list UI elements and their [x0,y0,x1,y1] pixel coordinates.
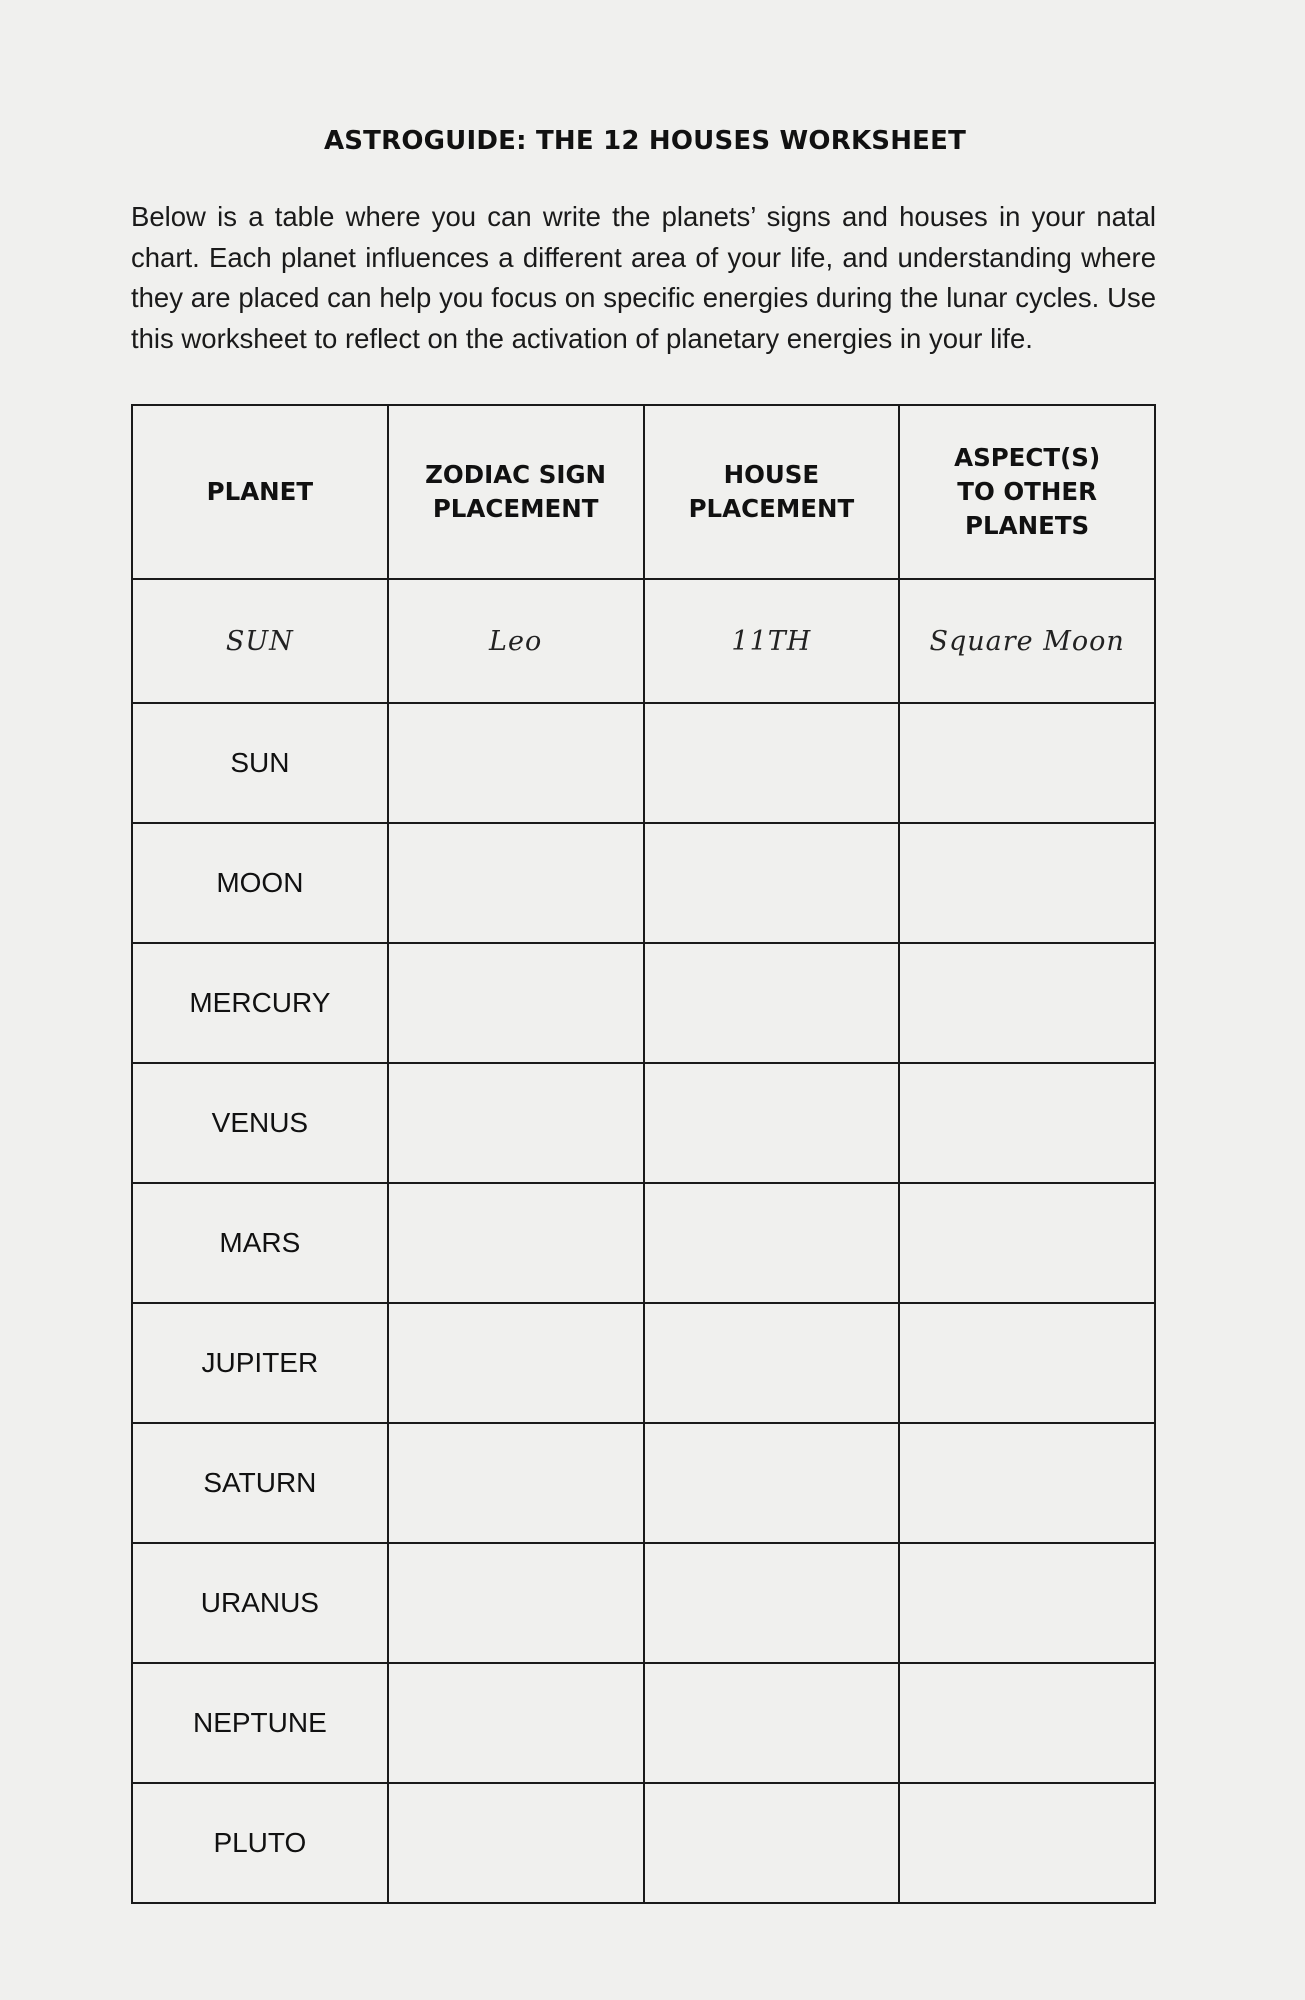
planet-name-cell: PLUTO [132,1783,388,1903]
header-planet: PLANET [132,405,388,579]
aspect-cell[interactable] [899,1063,1155,1183]
aspect-cell[interactable] [899,1663,1155,1783]
example-house-cell [644,579,900,703]
page-title: ASTROGUIDE: THE 12 HOUSES WORKSHEET [323,126,967,156]
table-row [132,1183,1155,1303]
sign-cell[interactable] [388,703,644,823]
example-planet-cell [132,579,388,703]
sign-cell[interactable] [388,1423,644,1543]
header-aspects: ASPECT(S) TO OTHER PLANETS [899,405,1155,579]
planet-name-cell: VENUS [132,1063,388,1183]
house-cell[interactable] [644,703,900,823]
table-row [132,1783,1155,1903]
sign-cell[interactable] [388,943,644,1063]
planet-name-cell: JUPITER [132,1303,388,1423]
sign-cell[interactable] [388,1543,644,1663]
table-row [132,943,1155,1063]
planet-name-cell: MOON [132,823,388,943]
aspect-cell[interactable] [899,943,1155,1063]
example-sign: Leo [489,625,543,657]
aspect-cell[interactable] [899,1303,1155,1423]
aspect-cell[interactable] [899,703,1155,823]
table-row [132,1303,1155,1423]
header-house-placement: HOUSE PLACEMENT [644,405,900,579]
example-aspect: Square Moon [929,625,1125,657]
intro-paragraph: Below is a table where you can write the planets’ signs and houses in your natal chart. Each planet influences a different area of your life, and understanding where they are placed can help you focus on specific energies during the lunar cycles. Use this worksheet to reflect on the activation of planetary energies in your life. [131,201,1156,354]
sign-cell[interactable] [388,823,644,943]
table-row [132,1663,1155,1783]
house-cell[interactable] [644,1783,900,1903]
example-sign-cell [388,579,644,703]
table-body [132,579,1155,1903]
planet-name-cell: MARS [132,1183,388,1303]
planet-name-cell: MERCURY [132,943,388,1063]
header-row [132,405,1155,579]
house-cell[interactable] [644,1183,900,1303]
table-row [132,1063,1155,1183]
sign-cell[interactable] [388,1663,644,1783]
table-row [132,703,1155,823]
table-row [132,823,1155,943]
house-cell[interactable] [644,1663,900,1783]
sign-cell[interactable] [388,1063,644,1183]
house-cell[interactable] [644,823,900,943]
aspect-cell[interactable] [899,1543,1155,1663]
sign-cell[interactable] [388,1303,644,1423]
sign-cell[interactable] [388,1183,644,1303]
planet-name-cell: SUN [132,703,388,823]
example-row [132,579,1155,703]
aspect-cell[interactable] [899,1183,1155,1303]
aspect-cell[interactable] [899,1423,1155,1543]
aspect-cell[interactable] [899,823,1155,943]
example-aspect-cell [899,579,1155,703]
house-cell[interactable] [644,1543,900,1663]
house-cell[interactable] [644,1063,900,1183]
table-row [132,1543,1155,1663]
planet-name-cell: SATURN [132,1423,388,1543]
planet-name-cell: NEPTUNE [132,1663,388,1783]
table-row [132,1423,1155,1543]
aspect-cell[interactable] [899,1783,1155,1903]
example-house: 11TH [731,625,812,657]
table-header [132,405,1155,579]
header-zodiac-sign-placement: ZODIAC SIGN PLACEMENT [388,405,644,579]
house-cell[interactable] [644,943,900,1063]
houses-worksheet-table [131,404,1156,1904]
example-planet: SUN [225,625,294,657]
house-cell[interactable] [644,1423,900,1543]
sign-cell[interactable] [388,1783,644,1903]
house-cell[interactable] [644,1303,900,1423]
planet-name-cell: URANUS [132,1543,388,1663]
